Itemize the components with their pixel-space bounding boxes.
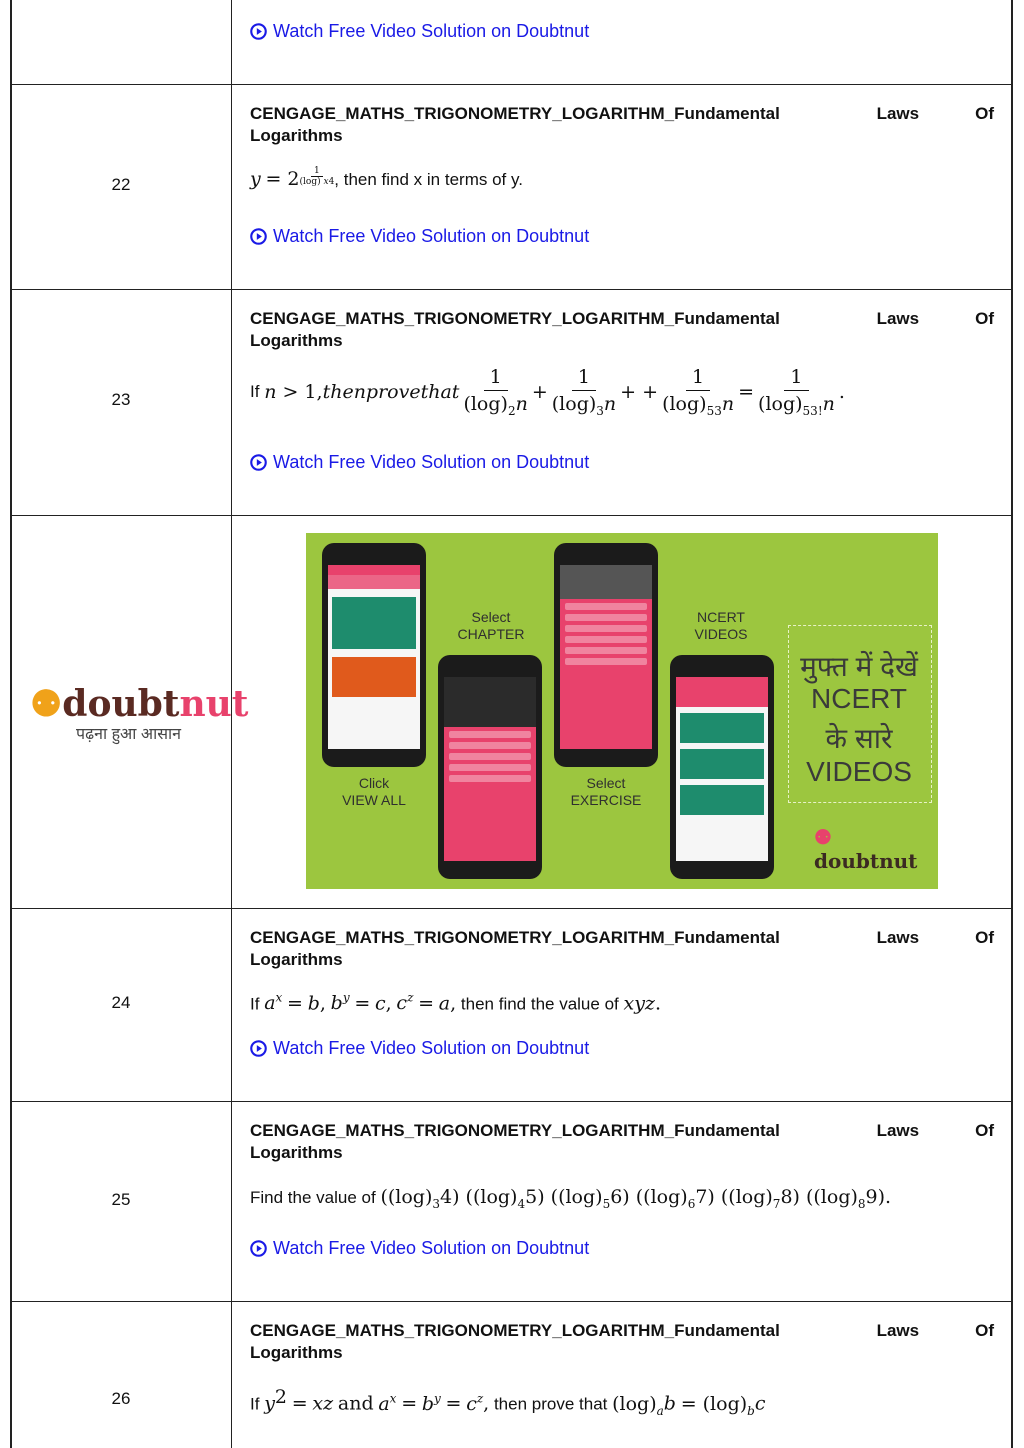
phone-mockup <box>438 655 542 879</box>
question-number: 24 <box>111 993 131 1012</box>
question-number: 22 <box>111 175 131 194</box>
watch-video-link[interactable]: Watch Free Video Solution on Doubtnut <box>250 1038 589 1059</box>
click-view-all-caption: Click VIEW ALL <box>342 775 406 808</box>
row-divider <box>10 84 1013 85</box>
question-text: If $y^2$ = xz and $a^x = b^y = c^z$, then prove that $(\log)_ab = (\log)_bc$ <box>250 1386 766 1418</box>
row-divider <box>10 1101 1013 1102</box>
question-text: y = 2 $\frac{1}{(\log) x4}$ , then find x in terms of y. <box>250 166 523 190</box>
play-circle-icon <box>250 1040 267 1057</box>
watch-video-link[interactable]: Watch Free Video Solution on Doubtnut <box>250 1238 589 1259</box>
select-chapter-caption: Select CHAPTER <box>457 609 525 642</box>
question-number: 26 <box>111 1389 131 1408</box>
play-circle-icon <box>250 1240 267 1257</box>
row-divider <box>10 1301 1013 1302</box>
promo-banner[interactable] <box>306 533 938 889</box>
question-title: CENGAGE_MATHS_TRIGONOMETRY_LOGARITHM_Fundamental Laws Of Logarithms <box>250 309 994 350</box>
videos-headline: VIDEOS <box>806 756 912 787</box>
question-title: CENGAGE_MATHS_TRIGONOMETRY_LOGARITHM_Fundamental Laws Of Logarithms <box>250 1121 994 1162</box>
row-divider <box>10 515 1013 516</box>
question-text: If n > 1, thenprovethat $\frac{1}{(\log)_2n}$ + $\frac{1}{(\log)_3n}$ + + $\frac{1}{(\log)_{53}n}$ = $\frac{1}{(\log)_{53!}n}$ . <box>250 366 845 418</box>
watch-video-link[interactable] <box>250 21 589 42</box>
phone-mockup <box>554 543 658 767</box>
row-divider <box>10 908 1013 909</box>
row-divider <box>10 289 1013 290</box>
question-number: 25 <box>111 1190 131 1209</box>
watch-video-link[interactable]: Watch Free Video Solution on Doubtnut <box>250 452 589 473</box>
question-title: CENGAGE_MATHS_TRIGONOMETRY_LOGARITHM_Fundamental Laws Of Logarithms <box>250 1321 994 1362</box>
play-circle-icon <box>250 454 267 471</box>
question-text: Find the value of $((\log)_34)$ $((\log)_45)$ $((\log)_56)$ $((\log)_67)$ $((\log)_78)$ $((\log)_89)$. <box>250 1186 892 1211</box>
watch-video-link[interactable]: Watch Free Video Solution on Doubtnut <box>250 226 589 247</box>
play-circle-icon <box>250 23 267 40</box>
question-title: CENGAGE_MATHS_TRIGONOMETRY_LOGARITHM_Fundamental Laws Of Logarithms <box>250 928 994 969</box>
banner-brand: ⚉ doubtnut <box>814 825 918 873</box>
select-exercise-caption: Select EXERCISE <box>570 775 642 808</box>
phone-mockup <box>322 543 426 767</box>
question-number: 23 <box>111 390 131 409</box>
phone-mockup <box>670 655 774 879</box>
doubtnut-logo: ⚉doubtnut पढ़ना हुआ आसान <box>30 683 249 743</box>
play-circle-icon <box>250 228 267 245</box>
question-text: If $a^x = b$, $b^y = c$, $c^z = a$, then find the value of xyz. <box>250 991 661 1015</box>
question-title: CENGAGE_MATHS_TRIGONOMETRY_LOGARITHM_Fundamental Laws Of Logarithms <box>250 104 994 145</box>
hindi-headline: मुफ्त में देखें <box>800 651 918 682</box>
ke-saare-headline: के सारे <box>825 723 893 754</box>
ncert-videos-caption: NCERT VIDEOS <box>694 609 748 642</box>
watch-video-label: Watch Free Video Solution on Doubtnut <box>273 21 590 41</box>
ncert-headline: NCERT <box>811 683 907 714</box>
